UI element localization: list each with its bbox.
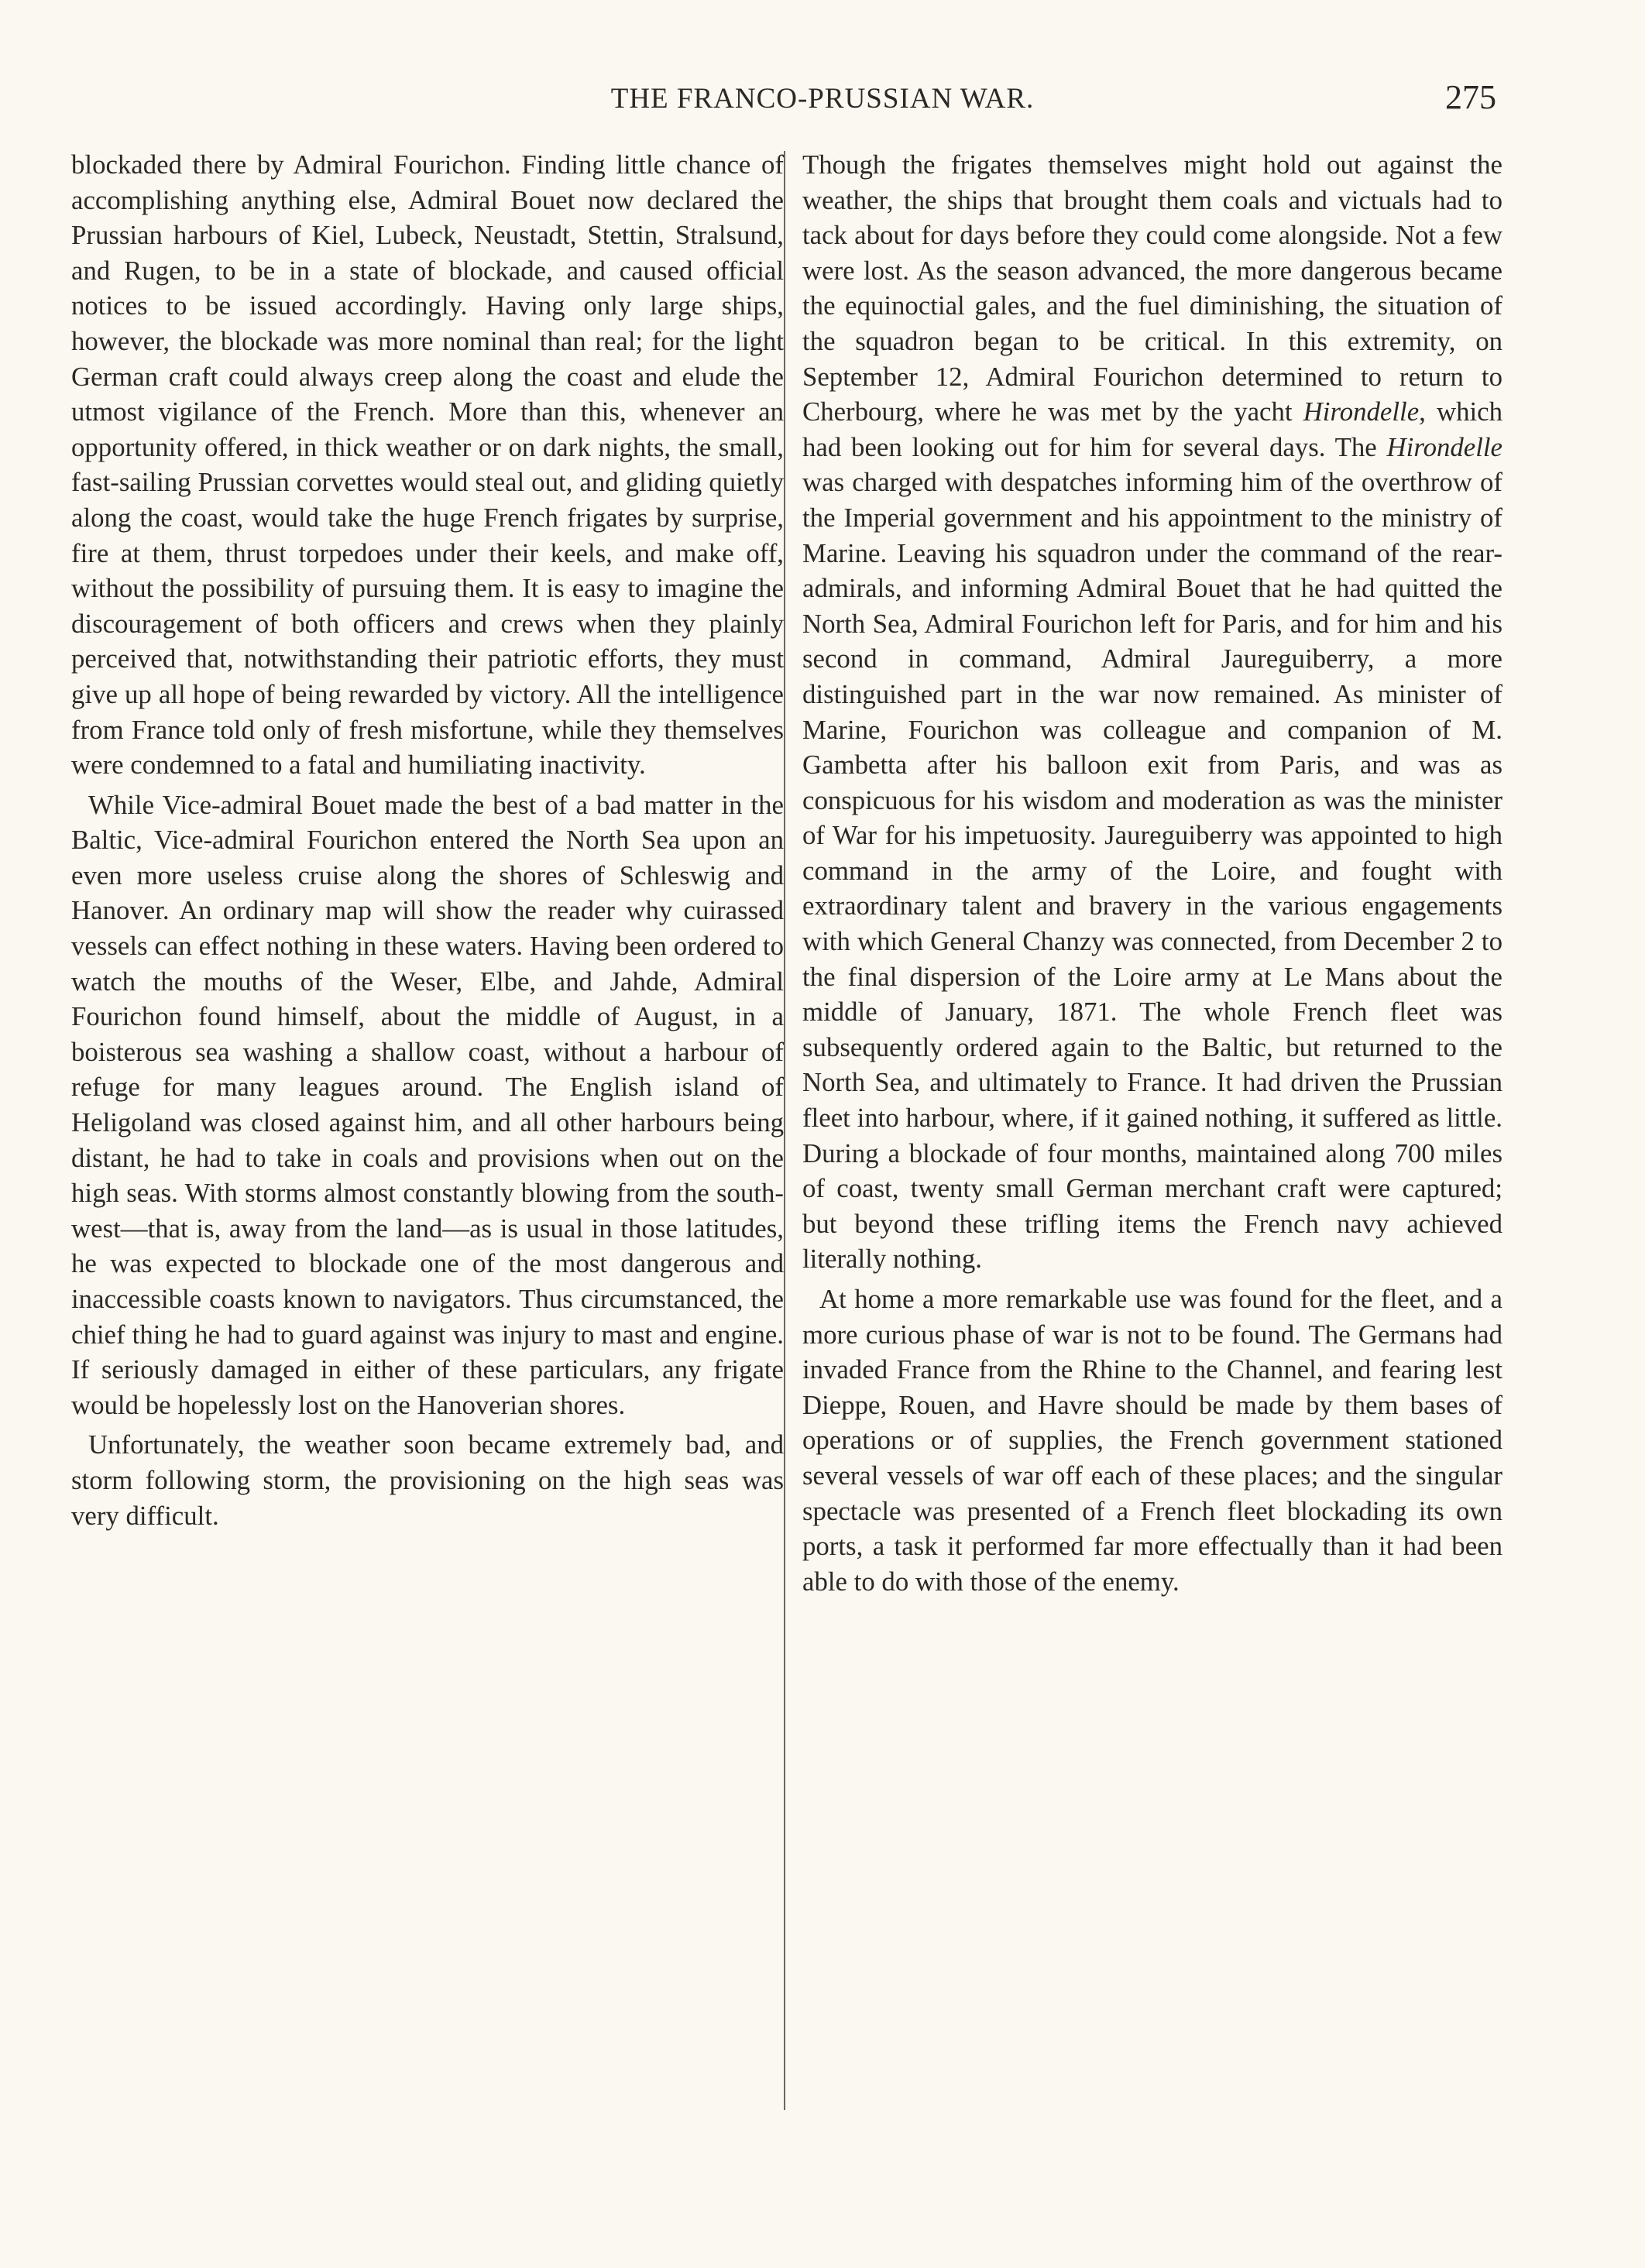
paragraph — [802, 147, 1502, 1277]
running-title: THE FRANCO-PRUSSIAN WAR. — [610, 83, 1035, 115]
paragraph: Unfortunately, the weather soon became extremely bad, and storm following storm, the provisioning on the high seas was very difficult. — [71, 1429, 784, 1531]
ship-name: Hirondelle — [1386, 431, 1502, 462]
text-run: was charged with despatches informing him of the overthrow of the Imperial government and his appointment to the ministry of Marine. Leaving his squadron under the command of the rear-admirals, and informing Admiral Bouet that he had quitted the North Sea, Admiral Fourichon left for Paris, and for him and his second in command, Admiral Jaureguiberry, a more distinguished part in the war now remained. As minister of Marine, Fourichon was colleague and companion of M. Gambetta after his balloon exit from Paris, and was as conspicuous for his wisdom and moderation as was the minister of War for his impetuosity. Jaureguiberry was appointed to high command in the army of the Loire, and fought with extraordinary talent and bravery in the various engagements with which General Chanzy was connected, from December 2 to the final dispersion of the Loire army at Le Mans about the middle of January, 1871. The whole French fleet was subsequently ordered again to the Baltic, but returned to the North Sea, and ultimately to France. It had driven the Prussian fleet into harbour, where, if it gained nothing, it suffered as little. During a blockade of four months, maintained along 700 miles of coast, twenty small German merchant craft were captured; but beyond these trifling items the French navy achieved literally nothing. — [802, 467, 1502, 1275]
right-column — [802, 147, 1502, 1599]
column-divider — [784, 151, 785, 2110]
ship-name: Hirondelle — [1303, 396, 1420, 427]
paragraph: blockaded there by Admiral Fourichon. Finding little chance of accomplishing anything else, Admiral Bouet now declared the Prussian harbours of Kiel, Lubeck, Neustadt, Stettin, Stralsund, and Rugen, to be in a state of blockade, and caused official notices to be issued accordingly. Having only large ships, however, the blockade was more nominal than real; for the light German craft could always creep along the coast and elude the utmost vigilance of the French. More than this, whenever an opportunity offered, in thick weather or on dark nights, the small, fast-sailing Prussian corvettes would steal out, and gliding quietly along the coast, would take the huge French frigates by surprise, fire at them, thrust torpedoes under their keels, and make off, without the possibility of pursuing them. It is easy to imagine the discouragement of both officers and crews when they plainly perceived that, notwithstanding their patriotic efforts, they must give up all hope of being rewarded by victory. All the intelligence from France told only of fresh misfortune, while they themselves were condemned to a fatal and humiliating inactivity. — [71, 149, 784, 781]
text-run: Though the frigates themselves might hold out against the weather, the ships that brought them coals and victuals had to tack about for days before they could come alongside. Not a few were lost. As the season advanced, the more dangerous became the equinoctial gales, and the fuel diminishing, the situation of the squadron began to be critical. In this extremity, on September 12, Admiral Fourichon determined to return to Cherbourg, where he was met by the yacht — [802, 149, 1502, 427]
text-run: , which had been looking out for him for several days. The — [802, 396, 1502, 462]
left-column — [71, 147, 784, 1533]
page-number: 275 — [1445, 78, 1496, 116]
paragraph: At home a more remarkable use was found for the fleet, and a more curious phase of war is not to be found. The Germans had invaded France from the Rhine to the Channel, and fearing lest Dieppe, Rouen, and Havre should be made by them bases of operations or of supplies, the French government stationed several vessels of war off each of these places; and the singular spectacle was presented of a French fleet blockading its own ports, a task it performed far more effectually than it had been able to do with those of the enemy. — [802, 1284, 1502, 1597]
paragraph: While Vice-admiral Bouet made the best of a bad matter in the Baltic, Vice-admiral Fourichon entered the North Sea upon an even more useless cruise along the shores of Schleswig and Hanover. An ordinary map will show the reader why cuirassed vessels can effect nothing in these waters. Having been ordered to watch the mouths of the Weser, Elbe, and Jahde, Admiral Fourichon found himself, about the middle of August, in a boisterous sea washing a shallow coast, without a harbour of refuge for many leagues around. The English island of Heligoland was closed against him, and all other harbours being distant, he had to take in coals and provisions when out on the high seas. With storms almost constantly blowing from the south-west—that is, away from the land—as is usual in those latitudes, he was expected to blockade one of the most dangerous and inaccessible coasts known to navigators. Thus circumstanced, the chief thing he had to guard against was injury to mast and engine. If seriously damaged in either of these particulars, any frigate would be hopelessly lost on the Hanoverian shores. — [71, 789, 784, 1420]
